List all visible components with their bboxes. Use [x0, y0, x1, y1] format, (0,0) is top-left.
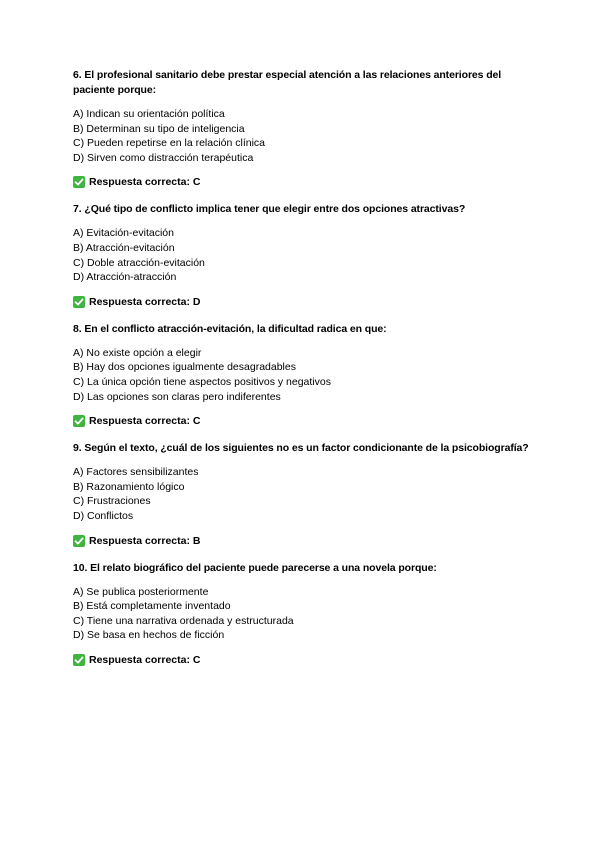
option-c: C) Pueden repetirse en la relación clínica: [73, 137, 266, 150]
correct-answer: [73, 175, 533, 189]
answer-text: Respuesta correcta: C: [89, 653, 201, 666]
option-a: A) Factores sensibilizantes: [73, 466, 199, 479]
answer-text: Respuesta correcta: D: [89, 295, 201, 308]
correct-answer: [73, 534, 533, 548]
correct-answer: [73, 414, 533, 428]
answer-text: Respuesta correcta: B: [89, 534, 201, 547]
option-c: C) Frustraciones: [73, 495, 151, 508]
option-d: D) Atracción-atracción: [73, 271, 177, 284]
question-6: [73, 68, 533, 189]
check-mark-icon: [73, 296, 85, 308]
correct-answer: [73, 295, 533, 309]
option-c: C) Tiene una narrativa ordenada y estructurada: [73, 614, 294, 627]
check-mark-icon: [73, 415, 85, 427]
answer-text: Respuesta correcta: C: [89, 415, 201, 428]
options-list: [73, 465, 533, 523]
document-page: [73, 68, 533, 667]
correct-answer: [73, 653, 533, 667]
check-mark-icon: [73, 535, 85, 547]
option-b: B) Hay dos opciones igualmente desagradables: [73, 361, 296, 374]
option-b: B) Atracción-evitación: [73, 241, 175, 254]
option-a: A) No existe opción a elegir: [73, 346, 202, 359]
answer-text: Respuesta correcta: C: [89, 176, 201, 189]
option-d: D) Conflictos: [73, 509, 134, 522]
question-8: [73, 322, 533, 428]
option-d: D) Las opciones son claras pero indiferentes: [73, 390, 281, 403]
option-c: C) La única opción tiene aspectos positivos y negativos: [73, 375, 331, 388]
question-title: 7. ¿Qué tipo de conflicto implica tener que elegir entre dos opciones atractivas?: [73, 203, 466, 216]
question-title: 6. El profesional sanitario debe prestar especial atención a las relaciones anteriores del paciente porque:: [73, 69, 502, 96]
check-mark-icon: [73, 176, 85, 188]
question-10: [73, 561, 533, 667]
option-c: C) Doble atracción-evitación: [73, 256, 205, 269]
options-list: [73, 346, 533, 404]
question-title: 9. Según el texto, ¿cuál de los siguientes no es un factor condicionante de la psicobiografía?: [73, 442, 529, 455]
option-d: D) Se basa en hechos de ficción: [73, 629, 225, 642]
option-b: B) Razonamiento lógico: [73, 480, 185, 493]
question-9: [73, 441, 533, 547]
question-title: 10. El relato biográfico del paciente puede parecerse a una novela porque:: [73, 561, 437, 574]
option-a: A) Evitación-evitación: [73, 227, 174, 240]
question-7: [73, 202, 533, 308]
option-b: B) Determinan su tipo de inteligencia: [73, 122, 245, 135]
options-list: [73, 107, 533, 165]
option-a: A) Se publica posteriormente: [73, 585, 209, 598]
option-b: B) Está completamente inventado: [73, 600, 231, 613]
option-d: D) Sirven como distracción terapéutica: [73, 151, 254, 164]
check-mark-icon: [73, 654, 85, 666]
question-title: 8. En el conflicto atracción-evitación, la dificultad radica en que:: [73, 322, 387, 335]
options-list: [73, 585, 533, 643]
options-list: [73, 226, 533, 284]
option-a: A) Indican su orientación política: [73, 108, 225, 120]
